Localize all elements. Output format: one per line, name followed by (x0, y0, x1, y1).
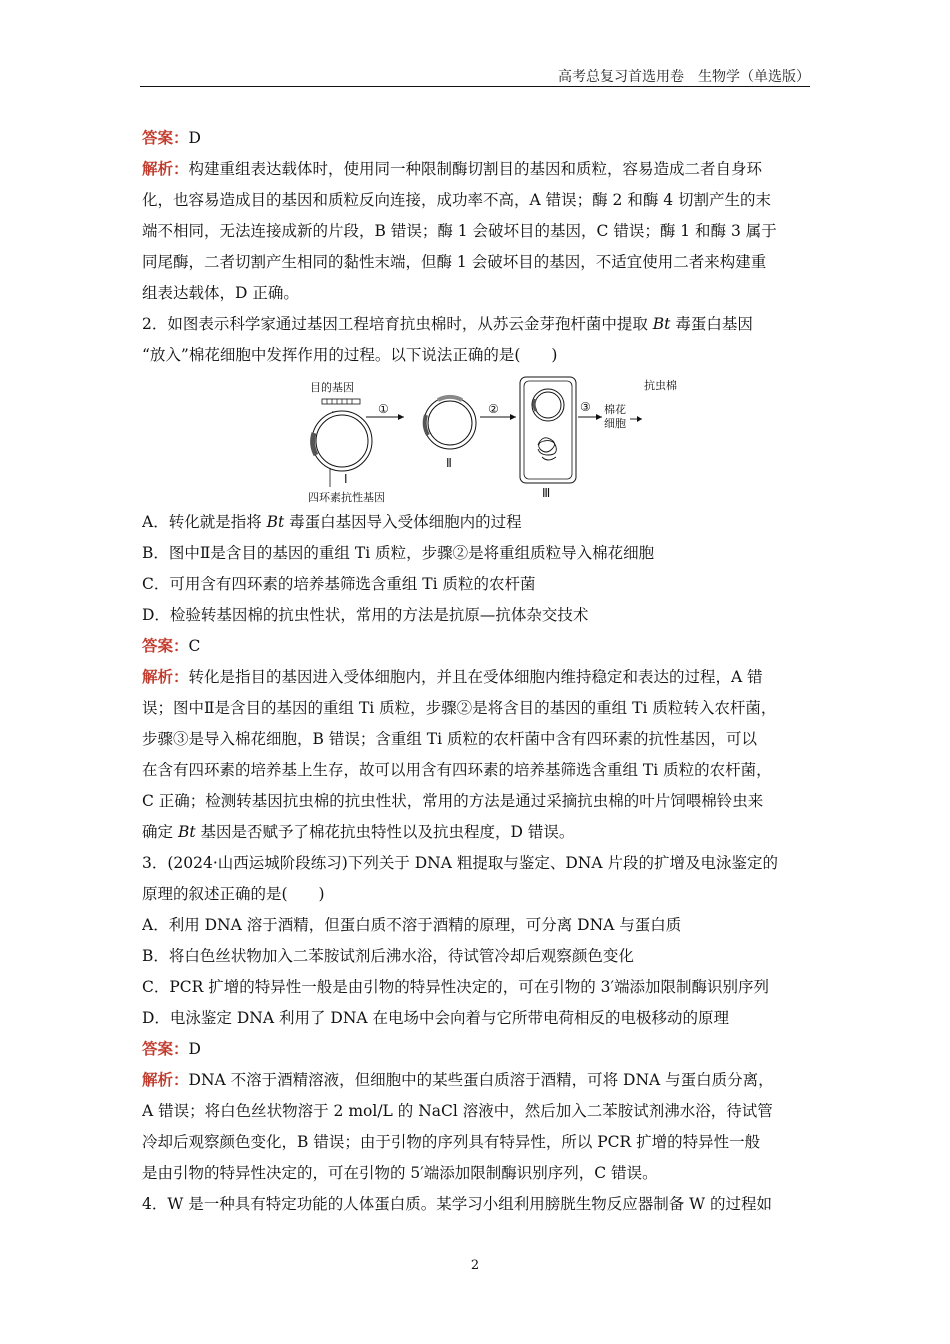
q2-analysis-line: 步骤③是导入棉花细胞，B 错误；含重组 Ti 质粒的农杆菌中含有四环素的抗性基因，可以 (142, 730, 757, 748)
q2-analysis-line (142, 817, 810, 848)
header-rule (140, 86, 810, 87)
label-ii: Ⅱ (446, 456, 452, 470)
q2-answer-line (142, 631, 810, 662)
q3-answer-line (142, 1034, 810, 1065)
q1-answer-line (142, 123, 810, 154)
q1-analysis-line: 端不相同，无法连接成新的片段，B 错误；酶 1 会破坏目的基因，C 错误；酶 1 和酶 3 属于 (142, 222, 777, 240)
plasmid-diagram (302, 375, 662, 503)
q2-stem-italic: Bt (652, 315, 671, 333)
arrowhead-icon (596, 414, 602, 420)
resistance-gene-label: 四环素抗性基因 (308, 491, 385, 503)
arrowhead-icon (510, 414, 516, 420)
analysis-text: 确定 (142, 823, 178, 841)
step3-label: ③ (580, 400, 591, 414)
q2-figure (142, 371, 810, 507)
step2-label: ② (488, 402, 499, 416)
page-header: 高考总复习首选用卷 生物学（单选版） (558, 69, 810, 85)
q4-stem: 4．W 是一种具有特定功能的人体蛋白质。某学习小组利用膀胱生物反应器制备 W 的过程如 (142, 1195, 773, 1213)
option-italic: Bt (266, 513, 285, 531)
q2-stem: “放入”棉花细胞中发挥作用的过程。以下说法正确的是( ) (142, 346, 558, 364)
q3-analysis-line: 是由引物的特异性决定的，可在引物的 5′端添加限制酶识别序列，C 错误。 (142, 1164, 658, 1182)
answer-value: C (188, 637, 201, 655)
q2-analysis-line: 在含有四环素的培养基上生存，故可以用含有四环素的培养基筛选含重组 Ti 质粒的农杆菌， (142, 761, 772, 779)
target-gene-segment (322, 399, 360, 404)
step1-label: ① (378, 402, 389, 416)
analysis-text: DNA 不溶于酒精溶液，但细胞中的某些蛋白质溶于酒精，可将 DNA 与蛋白质分离， (188, 1071, 774, 1089)
q2-stem-part: 毒蛋白基因 (670, 315, 753, 333)
agrobacterium-cell (520, 377, 576, 483)
analysis-text: 基因是否赋予了棉花抗虫特性以及抗虫程度，D 错误。 (195, 823, 575, 841)
q2-analysis-line: 误；图中Ⅱ是含目的基因的重组 Ti 质粒，步骤②是将含目的基因的重组 Ti 质粒转入农杆菌， (142, 699, 777, 717)
q3-option-b: B．将白色丝状物加入二苯胺试剂后沸水浴，待试管冷却后观察颜色变化 (142, 947, 634, 965)
q2-stem (142, 309, 810, 340)
answer-label: 答案： (142, 1040, 189, 1058)
analysis-label: 解析： (142, 1071, 189, 1089)
page-number: 2 (470, 1258, 480, 1273)
q3-stem: 3．(2024·山西运城阶段练习)下列关于 DNA 粗提取与鉴定、DNA 片段的扩增及电泳鉴定的 (142, 854, 778, 872)
q3-analysis-line (142, 1065, 810, 1096)
analysis-text: 构建重组表达载体时，使用同一种限制酶切割目的基因和质粒，容易造成二者自身环 (188, 160, 763, 178)
analysis-label: 解析： (142, 160, 189, 178)
q3-option-a: A．利用 DNA 溶于酒精，但蛋白质不溶于酒精的原理，可分离 DNA 与蛋白质 (142, 916, 682, 934)
q2-option-d: D．检验转基因棉的抗虫性状，常用的方法是抗原—抗体杂交技术 (142, 606, 589, 624)
q2-analysis-line: C 正确；检测转基因抗虫棉的抗虫性状，常用的方法是通过采摘抗虫棉的叶片饲喂棉铃虫来 (142, 792, 764, 810)
analysis-label: 解析： (142, 668, 189, 686)
cotton-cell-label-2: 细胞 (604, 417, 626, 430)
q1-analysis-line (142, 154, 810, 185)
q2-stem-part: 2．如图表示科学家通过基因工程培育抗虫棉时，从苏云金芽孢杆菌中提取 (142, 315, 653, 333)
target-gene-label: 目的基因 (310, 381, 354, 394)
q2-analysis-line (142, 662, 810, 693)
q3-analysis-line: 冷却后观察颜色变化，B 错误；由于引物的序列具有特异性，所以 PCR 扩增的特异性一般 (142, 1133, 761, 1151)
q3-stem: 原理的叙述正确的是( ) (142, 885, 325, 903)
answer-value: D (188, 1040, 201, 1058)
answer-value: D (188, 129, 201, 147)
q3-analysis-line: A 错误；将白色丝状物溶于 2 mol/L 的 NaCl 溶液中，然后加入二苯胺试剂沸水浴，待试管 (142, 1102, 773, 1120)
option-text: A．转化就是指将 (142, 513, 267, 531)
q1-analysis-line: 同尾酶，二者切割产生相同的黏性末端，但酶 1 会破坏目的基因，不适宜使用二者来构建重 (142, 253, 767, 271)
arrowhead-icon (398, 414, 404, 420)
analysis-text: 转化是指目的基因进入受体细胞内，并且在受体细胞内维持稳定和表达的过程，A 错 (188, 668, 763, 686)
label-i: Ⅰ (344, 472, 348, 486)
q2-option-a (142, 507, 810, 538)
option-text: 毒蛋白基因导入受体细胞内的过程 (284, 513, 522, 531)
cotton-cell-label-1: 棉花 (604, 403, 626, 416)
q3-option-d: D．电泳鉴定 DNA 利用了 DNA 在电场中会向着与它所带电荷相反的电极移动的原理 (142, 1009, 730, 1027)
q3-option-c: C．PCR 扩增的特异性一般是由引物的特异性决定的，可在引物的 3′端添加限制酶识别序列 (142, 978, 770, 996)
q1-analysis-line: 组表达载体，D 正确。 (142, 284, 299, 302)
answer-label: 答案： (142, 637, 189, 655)
q2-option-b: B．图中Ⅱ是含目的基因的重组 Ti 质粒，步骤②是将重组质粒导入棉花细胞 (142, 544, 655, 562)
arrowhead-icon (637, 416, 642, 422)
label-iii: Ⅲ (542, 486, 551, 500)
result-label: 抗虫棉 (644, 379, 677, 392)
answer-label: 答案： (142, 129, 189, 147)
q2-option-c: C．可用含有四环素的培养基筛选含重组 Ti 质粒的农杆菌 (142, 575, 536, 593)
document-body (142, 123, 810, 1220)
plasmid-ii (424, 397, 476, 449)
q1-analysis-line: 化，也容易造成目的基因和质粒反向连接，成功率不高，A 错误；酶 2 和酶 4 切割产生的末 (142, 191, 772, 209)
plasmid-i (312, 411, 372, 471)
analysis-italic: Bt (177, 823, 196, 841)
